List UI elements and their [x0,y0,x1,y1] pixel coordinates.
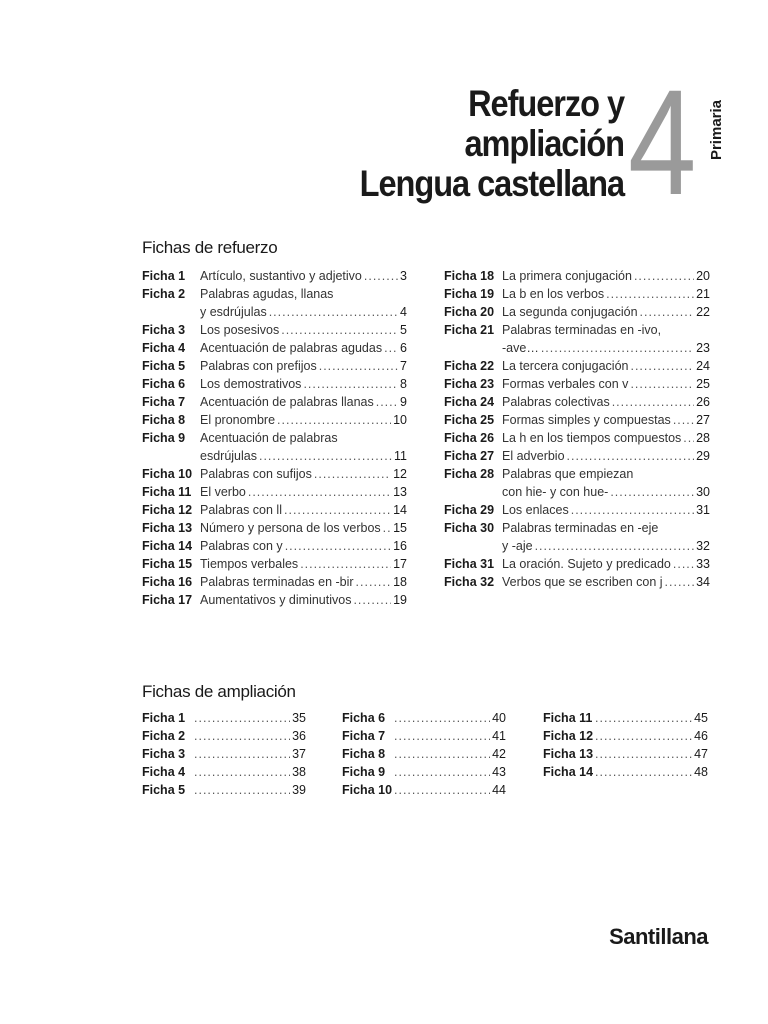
ficha-number: Ficha 27 [444,449,495,463]
toc-entry [142,465,407,483]
ficha-title: Formas simples y compuestas [502,413,671,427]
ficha-title: Palabras terminadas en -bir [200,575,354,589]
ficha-number: Ficha 23 [444,377,495,391]
ficha-number: Ficha 16 [142,575,193,589]
ficha-title: Palabras con sufijos [200,467,312,481]
dot-leader [353,591,391,609]
ficha-title: La tercera conjugación [502,359,629,373]
toc-entry [142,267,407,285]
ficha-number: Ficha 26 [444,431,495,445]
toc-entry [342,727,506,745]
dot-leader [610,483,694,501]
ficha-title: Palabras con ll [200,503,282,517]
toc-entry [444,321,710,357]
ficha-number: Ficha 7 [142,395,186,409]
ficha-number: Ficha 13 [543,747,594,761]
dot-leader [634,267,694,285]
ficha-title: Acentuación de palabras [200,431,338,445]
ficha-title: Acentuación de palabras llanas [200,395,374,409]
ficha-title: y -aje [502,539,533,553]
page-number: 13 [393,485,407,499]
toc-entry [142,781,306,799]
ficha-number: Ficha 6 [142,377,186,391]
ficha-title: El adverbio [502,449,565,463]
grade-number: 4 [628,58,697,226]
ficha-title: El pronombre [200,413,276,427]
page-number: 47 [694,747,708,761]
ficha-number: Ficha 17 [142,593,193,607]
toc-entry [142,709,306,727]
toc-entry [142,727,306,745]
ficha-title: Los enlaces [502,503,569,517]
page-number: 37 [292,747,306,761]
dot-leader [284,501,391,519]
page-number: 11 [394,449,407,463]
page-number: 16 [393,539,407,553]
toc-entry [444,447,710,465]
ficha-title: Palabras colectivas [502,395,610,409]
ficha-number: Ficha 25 [444,413,495,427]
dot-leader [314,465,391,483]
toc-entry [543,763,708,781]
ficha-title: Número y persona de los verbos [200,521,381,535]
toc-entry [543,709,708,727]
page-number: 18 [393,575,407,589]
dot-leader [248,483,391,501]
page-number: 48 [694,765,708,779]
dot-leader [259,447,392,465]
toc-entry [444,375,710,393]
toc-entry [342,709,506,727]
toc-entry [142,519,407,537]
dot-leader [194,745,290,763]
dot-leader [595,709,692,727]
toc-entry [444,411,710,429]
toc-entry [142,573,407,591]
ficha-number: Ficha 2 [142,729,186,743]
ficha-title: La b en los verbos [502,287,605,301]
page-number: 32 [696,539,710,553]
page-number: 24 [696,359,710,373]
page-number: 30 [696,485,710,499]
ficha-number: Ficha 13 [142,521,193,535]
dot-leader [194,781,290,799]
ficha-title: con hie- y con hue- [502,485,609,499]
page-number: 23 [696,341,710,355]
ficha-title: La segunda conjugación [502,305,638,319]
dot-leader [364,267,398,285]
ficha-number: Ficha 11 [543,711,593,725]
dot-leader [194,709,290,727]
dot-leader [683,429,694,447]
ficha-title: -ave… [502,341,539,355]
dot-leader [595,727,692,745]
page-number: 25 [696,377,710,391]
page-number: 43 [492,765,506,779]
ficha-number: Ficha 9 [142,431,186,445]
page-number: 40 [492,711,506,725]
toc-entry [142,745,306,763]
toc-entry [444,555,710,573]
page-number: 5 [400,323,407,337]
ficha-title: Verbos que se escriben con j [502,575,663,589]
page-number: 36 [292,729,306,743]
toc-entry [444,519,710,555]
toc-entry [142,591,407,609]
ficha-title: La oración. Sujeto y predicado [502,557,671,571]
dot-leader [277,411,391,429]
toc-entry [142,375,407,393]
toc-entry [342,763,506,781]
ficha-number: Ficha 4 [142,341,186,355]
page-number: 3 [400,269,407,283]
ficha-title: Acentuación de palabras agudas [200,341,383,355]
dot-leader [394,781,490,799]
dot-leader [394,763,490,781]
toc-entry [444,357,710,375]
page-number: 19 [393,593,407,607]
toc-entry [444,267,710,285]
dot-leader [194,727,290,745]
ficha-title: Palabras agudas, llanas [200,287,334,301]
toc-entry [543,727,708,745]
dot-leader [303,375,398,393]
ficha-number: Ficha 3 [142,323,186,337]
dot-leader [630,357,694,375]
refuerzo-section-title: Fichas de refuerzo [142,238,278,257]
dot-leader [640,303,695,321]
ampliacion-section-title: Fichas de ampliación [142,682,296,701]
page-number: 33 [696,557,710,571]
dot-leader [394,727,490,745]
ficha-number: Ficha 29 [444,503,495,517]
ficha-number: Ficha 14 [142,539,193,553]
page-number: 9 [400,395,407,409]
ficha-title: Palabras terminadas en -eje [502,521,659,535]
toc-entry [142,339,407,357]
dot-leader [630,375,694,393]
toc-entry [142,763,306,781]
dot-leader [383,519,391,537]
ficha-number: Ficha 18 [444,269,495,283]
ficha-number: Ficha 14 [543,765,594,779]
ficha-number: Ficha 20 [444,305,495,319]
toc-entry [142,357,407,375]
toc-entry [444,465,710,501]
ficha-number: Ficha 12 [142,503,193,517]
dot-leader [535,537,695,555]
document-title [300,84,624,204]
ficha-title: Tiempos verbales [200,557,299,571]
toc-entry [142,537,407,555]
page-number: 46 [694,729,708,743]
page-number: 34 [696,575,710,589]
ficha-number: Ficha 19 [444,287,495,301]
page-number: 38 [292,765,306,779]
dot-leader [194,763,290,781]
ficha-title: El verbo [200,485,246,499]
ficha-title: y esdrújulas [200,305,267,319]
page-number: 45 [694,711,708,725]
ficha-title: Palabras con prefijos [200,359,317,373]
ficha-title: La h en los tiempos compuestos [502,431,682,445]
ampliacion-column-3 [543,709,708,781]
toc-entry [342,781,506,799]
dot-leader [571,501,694,519]
ficha-number: Ficha 30 [444,521,495,535]
ficha-title: Aumentativos y diminutivos [200,593,352,607]
toc-entry [142,555,407,573]
ficha-number: Ficha 22 [444,359,495,373]
ficha-number: Ficha 10 [142,467,193,481]
dot-leader [595,763,692,781]
ficha-title: Palabras con y [200,539,283,553]
ficha-title: La primera conjugación [502,269,632,283]
page-number: 17 [393,557,407,571]
ficha-number: Ficha 15 [142,557,193,571]
title-line-3: Lengua castellana [359,163,624,204]
grade-level-label: Primaria [708,99,725,161]
page-number: 28 [696,431,710,445]
dot-leader [384,339,398,357]
dot-leader [285,537,391,555]
ficha-title: Palabras terminadas en -ivo, [502,323,662,337]
toc-entry [142,285,407,321]
toc-entry [444,285,710,303]
page-number: 42 [492,747,506,761]
dot-leader [665,573,695,591]
ficha-number: Ficha 8 [342,747,386,761]
page-number: 22 [696,305,710,319]
dot-leader [281,321,398,339]
ficha-number: Ficha 1 [142,269,186,283]
ficha-number: Ficha 6 [342,711,386,725]
ficha-number: Ficha 9 [342,765,386,779]
ficha-title: Los demostrativos [200,377,302,391]
ficha-number: Ficha 10 [342,783,393,797]
dot-leader [269,303,398,321]
ficha-title: Formas verbales con v [502,377,629,391]
ficha-number: Ficha 32 [444,575,495,589]
ampliacion-column-2 [342,709,506,799]
ficha-number: Ficha 4 [142,765,186,779]
ficha-number: Ficha 1 [142,711,186,725]
page-number: 41 [492,729,506,743]
page-number: 29 [696,449,710,463]
dot-leader [541,339,694,357]
ficha-title: Los posesivos [200,323,280,337]
ficha-number: Ficha 21 [444,323,495,337]
title-line-1: Refuerzo y [468,83,624,124]
dot-leader [376,393,398,411]
toc-entry [342,745,506,763]
toc-entry [142,501,407,519]
ficha-number: Ficha 11 [142,485,192,499]
page-number: 26 [696,395,710,409]
dot-leader [612,393,694,411]
toc-entry [142,321,407,339]
dot-leader [606,285,694,303]
ficha-title: Artículo, sustantivo y adjetivo [200,269,362,283]
page-number: 27 [696,413,710,427]
page-number: 10 [393,413,407,427]
toc-entry [444,573,710,591]
page-number: 31 [696,503,710,517]
page-number: 14 [393,503,407,517]
ficha-number: Ficha 3 [142,747,186,761]
title-line-2: ampliación [464,123,624,164]
page-number: 15 [393,521,407,535]
page-number: 4 [400,305,407,319]
ficha-number: Ficha 2 [142,287,186,301]
dot-leader [356,573,392,591]
toc-entry [444,501,710,519]
page-number: 44 [492,783,506,797]
page-number: 20 [696,269,710,283]
toc-entry [444,429,710,447]
page-number: 8 [400,377,407,391]
ficha-number: Ficha 31 [444,557,495,571]
refuerzo-column-2 [444,267,710,591]
ficha-number: Ficha 5 [142,359,186,373]
toc-entry [142,483,407,501]
dot-leader [673,411,694,429]
page-number: 35 [292,711,306,725]
ficha-number: Ficha 24 [444,395,495,409]
toc-entry [444,303,710,321]
page-number: 6 [400,341,407,355]
page-number: 7 [400,359,407,373]
ficha-title: esdrújulas [200,449,257,463]
dot-leader [567,447,695,465]
dot-leader [673,555,694,573]
dot-leader [319,357,398,375]
toc-entry [444,393,710,411]
ficha-title: Palabras que empiezan [502,467,634,481]
toc-entry [142,393,407,411]
dot-leader [300,555,391,573]
ficha-number: Ficha 7 [342,729,386,743]
ampliacion-column-1 [142,709,306,799]
toc-entry [142,429,407,465]
page-number: 39 [292,783,306,797]
ficha-number: Ficha 12 [543,729,594,743]
page-number: 12 [393,467,407,481]
ficha-number: Ficha 28 [444,467,495,481]
toc-entry [543,745,708,763]
page-number: 21 [696,287,710,301]
dot-leader [595,745,692,763]
ficha-number: Ficha 8 [142,413,186,427]
ficha-number: Ficha 5 [142,783,186,797]
refuerzo-column-1 [142,267,407,609]
toc-entry [142,411,407,429]
dot-leader [394,709,490,727]
publisher-logo: Santillana [609,924,708,949]
dot-leader [394,745,490,763]
